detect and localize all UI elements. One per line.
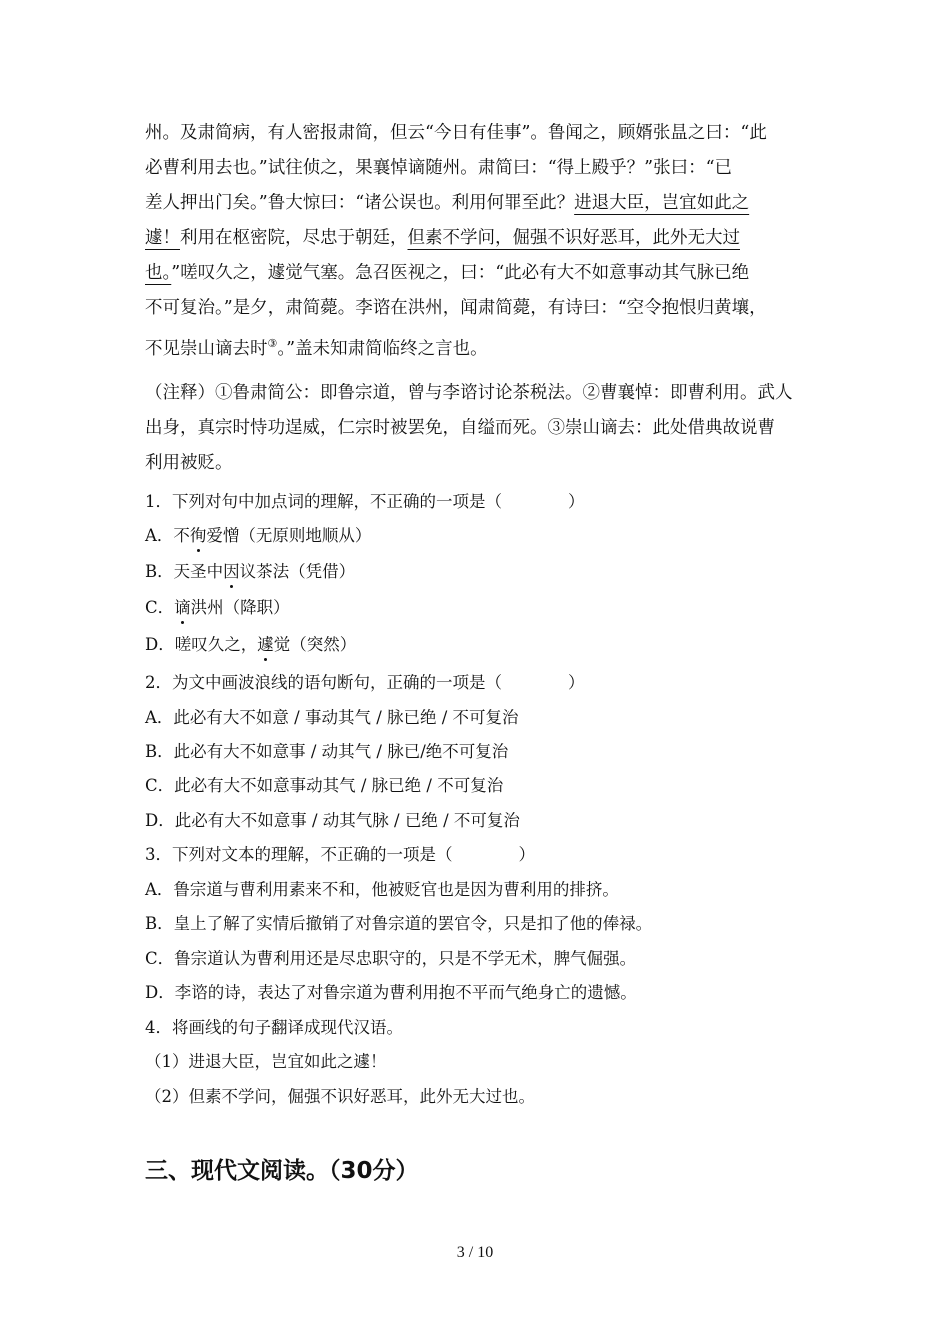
option-text: 觉（突然）	[273, 635, 357, 654]
footnote-marker: ③	[267, 337, 278, 350]
question-3-option-a: A．鲁宗道与曹利用素来不和，他被贬官也是因为曹利用的排挤。	[145, 880, 619, 899]
passage-text: 差人押出门矣。”鲁大惊曰：“诸公误也。利用何罪至此？	[145, 193, 575, 213]
passage-line: 州。及肃简病，有人密报肃简，但云“今日有佳事”。鲁闻之，顾婿张昷之曰：“此	[145, 123, 767, 143]
question-3-option-d: D．李谘的诗，表达了对鲁宗道为曹利用抱不平而气绝身亡的遗憾。	[145, 983, 637, 1002]
question-1-stem: 1．下列对句中加点词的理解，不正确的一项是（ ）	[145, 492, 585, 511]
passage-line	[145, 326, 810, 361]
option-text: B．天圣中	[145, 562, 224, 581]
dotted-word: 徇	[189, 526, 207, 545]
question-2-option-c: C．此必有大不如意事动其气 / 脉已绝 / 不可复治	[145, 776, 504, 795]
option-text: 议茶法（凭借）	[239, 562, 356, 581]
underlined-sentence-2: 但素不学问，倔强不识好恶耳，此外无大过	[407, 228, 740, 248]
question-1-option-d	[145, 634, 356, 656]
classical-passage	[145, 116, 810, 361]
note-line: 利用被贬。	[145, 453, 233, 473]
dotted-word: 遽	[257, 635, 274, 654]
question-4-sentence-2: （2）但素不学问，倔强不识好恶耳，此外无大过也。	[145, 1087, 535, 1106]
question-1-option-a	[145, 525, 371, 547]
question-2-stem: 2．为文中画波浪线的语句断句，正确的一项是（ ）	[145, 673, 585, 692]
underlined-sentence-2-end: 也。	[145, 263, 172, 283]
option-text: A．不	[145, 526, 190, 545]
question-3-option-b: B．皇上了解了实情后撤销了对鲁宗道的罢官令，只是扣了他的俸禄。	[145, 914, 653, 933]
option-text: D．嗟叹久之，	[145, 635, 258, 654]
question-1-option-c	[145, 597, 290, 619]
passage-text: 利用在枢密院，尽忠于朝廷，	[180, 228, 408, 248]
question-2-option-a: A．此必有大不如意 / 事动其气 / 脉已绝 / 不可复治	[145, 708, 519, 727]
passage-line	[145, 221, 810, 256]
passage-line	[145, 186, 810, 221]
option-text: C．	[145, 598, 175, 617]
section-heading: 三、现代文阅读。（30分）	[145, 1158, 419, 1184]
note-line: （注释）①鲁肃简公：即鲁宗道，曾与李谘讨论茶税法。②曹襄悼：即曹利用。武人	[145, 383, 793, 403]
question-1-option-b	[145, 561, 355, 583]
page-number: 3 / 10	[456, 1244, 494, 1261]
passage-line	[145, 256, 810, 291]
dotted-word: 因	[223, 562, 240, 581]
question-2-option-d: D．此必有大不如意事 / 动其气脉 / 已绝 / 不可复治	[145, 811, 520, 830]
passage-line: 不可复治。”是夕，肃简薨。李谘在洪州，闻肃简薨，有诗曰：“空令抱恨归黄壤，	[145, 298, 767, 318]
dotted-word: 谪	[174, 598, 191, 617]
underlined-sentence-1: 进退大臣，岂宜如此之	[574, 193, 750, 213]
note-line: 出身，真宗时恃功逞威，仁宗时被罢免，自缢而死。③崇山谪去：此处借典故说曹	[145, 418, 775, 438]
underlined-sentence-1-end: 遽！	[145, 228, 180, 248]
question-3-stem: 3．下列对文本的理解，不正确的一项是（ ）	[145, 845, 535, 864]
question-4-stem: 4．将画线的句子翻译成现代汉语。	[145, 1018, 403, 1037]
passage-line: 必曹利用去也。”试往侦之，果襄悼谪随州。肃简曰：“得上殿乎？”张曰：“已	[145, 158, 733, 178]
question-2-option-b: B．此必有大不如意事 / 动其气 / 脉已/绝不可复治	[145, 742, 509, 761]
passage-text: 不见崇山谪去时	[145, 339, 268, 359]
option-text: 洪州（降职）	[190, 598, 290, 617]
question-4-sentence-1: （1）进退大臣，岂宜如此之遽！	[145, 1052, 387, 1071]
passage-text: 。”盖未知肃简临终之言也。	[277, 339, 488, 359]
passage-text: ”嗟叹久之，遽觉气塞。急召医视之，曰：“此必有大不如意事动其气脉已绝	[171, 263, 750, 283]
question-3-option-c: C．鲁宗道认为曹利用还是尽忠职守的，只是不学无术，脾气倔强。	[145, 949, 637, 968]
annotation-notes	[145, 376, 810, 481]
option-text: 爱憎（无原则地顺从）	[206, 526, 372, 545]
